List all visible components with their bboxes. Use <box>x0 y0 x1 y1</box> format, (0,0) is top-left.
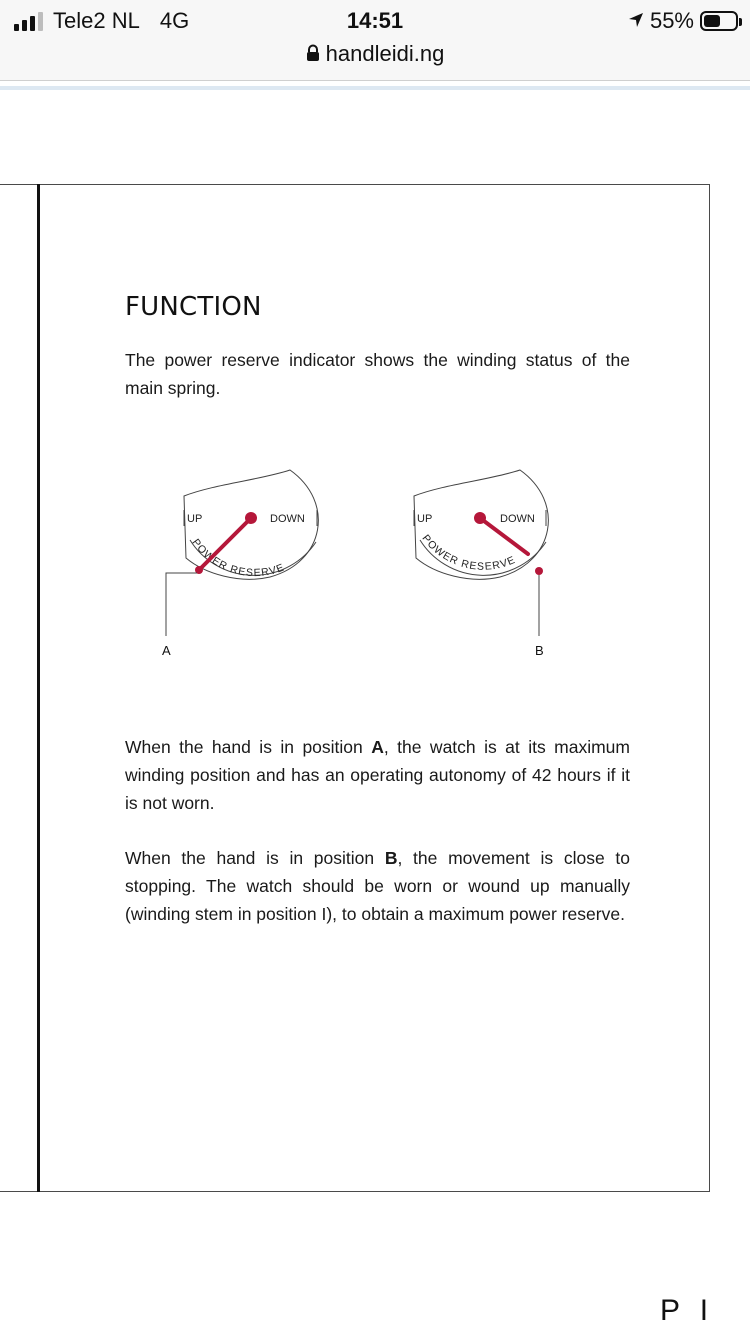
lock-icon <box>306 42 320 68</box>
dial-right-up-label: UP <box>417 513 433 525</box>
battery-icon <box>700 11 738 31</box>
position-b-emphasis: B <box>384 848 398 868</box>
dial-left-up-label: UP <box>187 513 203 525</box>
pointer-a-label: A <box>162 643 171 658</box>
location-arrow-icon <box>628 8 644 34</box>
dial-right-hub <box>474 512 486 524</box>
position-b-paragraph: When the hand is in position B, the movement is close to stopping. The watch should be worn or wound up manually (winding stem in position I), to obtain a maximum power reserve. <box>125 848 630 924</box>
status-divider <box>0 80 750 81</box>
carrier-name: Tele2 NL <box>53 8 140 33</box>
pointer-b-dot <box>535 567 543 575</box>
status-bar <box>0 0 750 80</box>
dial-right-arc-label: POWER RESERVE <box>419 532 518 573</box>
dial-left <box>162 470 318 658</box>
dial-left-down-label: DOWN <box>270 513 305 525</box>
dial-left-hub <box>245 512 257 524</box>
section-heading: FUNCTION <box>125 292 262 322</box>
dial-right-down-label: DOWN <box>500 513 535 525</box>
power-reserve-illustration <box>150 462 570 672</box>
dial-right <box>414 470 548 658</box>
url-text: handleidi.ng <box>325 41 445 66</box>
next-page-fragment: P I <box>660 1294 715 1327</box>
network-type: 4G <box>159 8 190 33</box>
position-a-paragraph: When the hand is in position A, the watch is at its maximum winding position and has an operating autonomy of 42 hours if it is not worn. <box>125 737 630 813</box>
clock: 14:51 <box>346 8 404 33</box>
intro-paragraph: The power reserve indicator shows the winding status of the main spring. <box>125 350 630 398</box>
position-a-emphasis: A <box>371 737 384 757</box>
document-page <box>0 184 710 1192</box>
page-load-progress <box>0 86 750 90</box>
address-bar[interactable] <box>0 41 750 68</box>
status-right <box>628 8 738 34</box>
pointer-b-label: B <box>535 643 544 658</box>
page-spine-line <box>37 184 40 1192</box>
battery-percentage: 55% <box>649 8 694 33</box>
dial-left-arc-label: POWER RESERVE <box>189 536 287 580</box>
